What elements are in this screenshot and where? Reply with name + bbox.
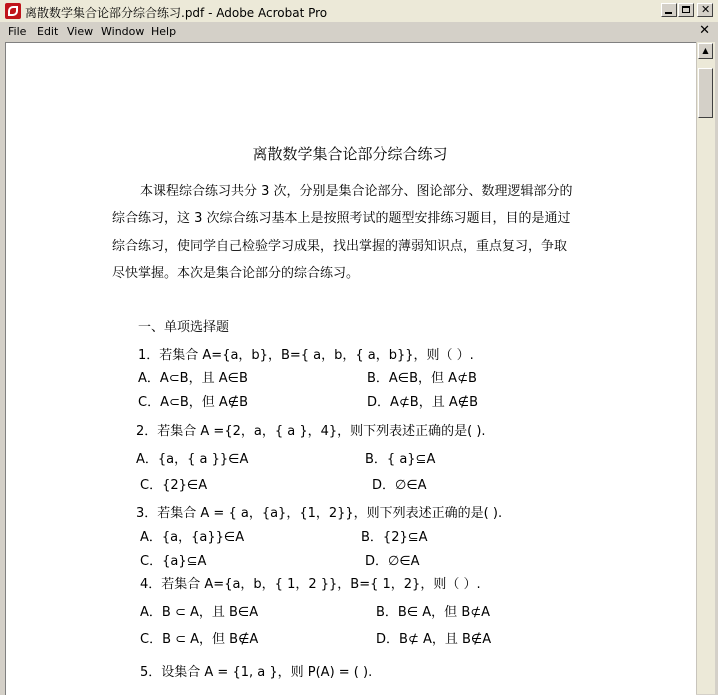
question-2-stem: 2．若集合 A ={2，a，{ a }，4}，则下列表述正确的是( ).: [136, 424, 486, 439]
question-1-stem: 1．若集合 A={a，b}，B={ a，b，{ a，b}}，则（ ）.: [138, 348, 474, 363]
question-1-option-b: B．A∈B，但 A⊄B: [367, 371, 477, 386]
question-4-option-b: B．B∈ A，但 B⊄A: [376, 605, 491, 620]
minimize-icon: [665, 12, 672, 14]
question-3-option-a: A．{a，{a}}∈A: [140, 530, 245, 545]
vertical-scrollbar[interactable]: [696, 42, 715, 694]
acrobat-app-icon: [5, 3, 21, 19]
question-4-option-d: D．B⊄ A，且 B∉A: [376, 632, 492, 647]
question-4-option-c: C．B ⊂ A，但 B∉A: [140, 632, 259, 647]
intro-line-3: 综合练习，使同学自己检验学习成果，找出掌握的薄弱知识点，重点复习，争取: [112, 239, 568, 254]
section-heading: 一、单项选择题: [138, 320, 230, 335]
scroll-up-icon[interactable]: ▲: [698, 43, 713, 59]
question-4-option-a: A．B ⊂ A，且 B∈A: [140, 605, 259, 620]
menu-bar: [0, 22, 718, 42]
menu-window[interactable]: Window: [101, 25, 145, 38]
menu-view[interactable]: View: [67, 25, 94, 38]
menu-edit[interactable]: Edit: [37, 25, 59, 38]
question-1-option-a: A．A⊂B，且 A∈B: [138, 371, 248, 386]
question-5-stem: 5．设集合 A = {1, a }，则 P(A) = ( ).: [140, 665, 373, 680]
question-2-option-c: C．{2}∈A: [140, 478, 208, 493]
intro-line-4: 尽快掌握。本次是集合论部分的综合练习。: [112, 266, 360, 281]
question-4-stem: 4．若集合 A={a，b，{ 1，2 }}，B={ 1，2}，则（ ）.: [140, 577, 481, 592]
close-button[interactable]: [697, 3, 713, 17]
menu-help[interactable]: Help: [151, 25, 177, 38]
question-2-option-d: D．∅∈A: [372, 478, 427, 493]
question-3-option-d: D．∅∈A: [365, 554, 420, 569]
document-title: 离散数学集合论部分综合练习: [252, 145, 448, 163]
document-page: [5, 42, 696, 695]
window-title: 离散数学集合论部分综合练习.pdf - Adobe Acrobat Pro: [25, 6, 328, 20]
question-3-option-c: C．{a}⊆A: [140, 554, 207, 569]
close-document-icon[interactable]: ✕: [699, 23, 710, 38]
question-2-option-b: B．{ a}⊆A: [365, 452, 436, 467]
question-3-stem: 3．若集合 A = { a，{a}，{1，2}}，则下列表述正确的是( ).: [136, 506, 503, 521]
question-2-option-a: A．{a，{ a }}∈A: [136, 452, 249, 467]
question-1-option-d: D．A⊄B，且 A∉B: [367, 395, 478, 410]
maximize-button[interactable]: [678, 3, 694, 17]
menu-file[interactable]: File: [8, 25, 27, 38]
scroll-thumb[interactable]: [698, 68, 713, 118]
intro-line-1: 本课程综合练习共分 3 次，分别是集合论部分、图论部分、数理逻辑部分的: [140, 184, 573, 199]
title-bar[interactable]: [0, 0, 718, 23]
question-1-option-c: C．A⊂B，但 A∉B: [138, 395, 249, 410]
intro-line-2: 综合练习，这 3 次综合练习基本上是按照考试的题型安排练习题目，目的是通过: [112, 211, 571, 226]
maximize-icon: [682, 6, 690, 13]
close-icon: ✕: [701, 3, 711, 16]
minimize-button[interactable]: [661, 3, 677, 17]
question-3-option-b: B．{2}⊆A: [361, 530, 428, 545]
